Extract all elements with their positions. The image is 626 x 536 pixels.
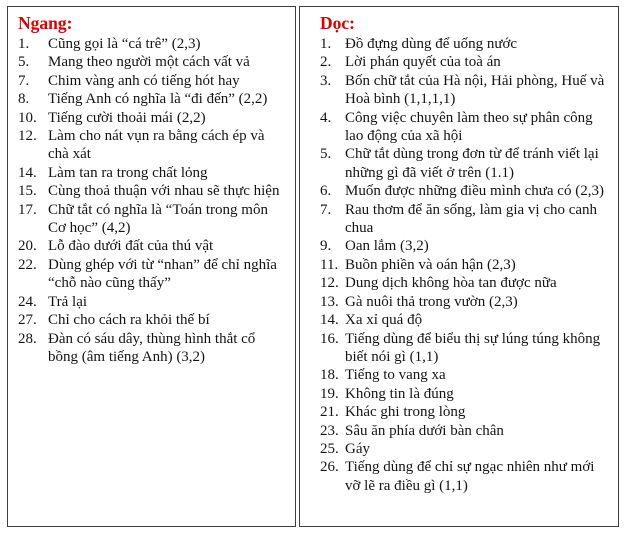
clue-number: 15. [18,183,37,200]
clue-item [18,237,290,255]
down-clue-list [320,35,613,495]
clue-number: 26. [320,459,339,476]
clue-number: 6. [320,183,332,200]
clue-number: 7. [320,201,332,218]
clue-number: 17. [18,201,37,218]
clue-text: Xa xỉ quá độ [345,312,423,329]
clue-number: 5. [320,146,332,163]
clue-text: Làm tan ra trong chất lỏng [48,164,208,181]
clue-number: 3. [320,72,332,89]
clue-item [18,293,290,311]
clue-item [18,256,290,293]
down-panel [299,6,619,527]
clue-text: Tiếng dùng để chỉ sự ngạc nhiên như mới vỡ lẽ ra điều gì (1,1) [345,459,595,494]
clue-text: Lỗ đào dưới đất của thú vật [48,238,214,255]
clue-item [320,274,613,292]
clue-item [320,440,613,458]
clue-item [320,182,613,200]
clue-number: 24. [18,293,37,310]
clue-item [320,403,613,421]
clue-text: Tiếng Anh có nghĩa là “đi đến” (2,2) [48,91,268,108]
clue-text: Chữ tắt dùng trong đơn từ để tránh viết lại những gì đã viết ở trên (1.1) [345,146,599,181]
clue-number: 19. [320,385,339,402]
clue-item [320,458,613,495]
clue-number: 23. [320,422,339,439]
clue-text: Bốn chữ tắt của Hà nội, Hải phòng, Huế và Hoà bình (1,1,1,1) [345,72,605,108]
clue-text: Rau thơm để ăn sống, làm gia vị cho canh chua [345,201,598,237]
clue-number: 5. [18,54,30,71]
clue-item [320,72,613,109]
clue-item [18,53,290,71]
clue-text: Buồn phiền và oán hận (2,3) [345,256,516,273]
clue-number: 1. [320,36,332,52]
clue-number: 18. [320,367,339,384]
clue-number: 11. [320,256,339,273]
clue-text: Gà nuôi thả trong vườn (2,3) [345,293,518,310]
clue-item [320,53,613,71]
clue-number: 7. [18,72,30,89]
clue-text: Gáy [345,440,370,457]
clue-text: Dung dịch không hòa tan được nữa [345,275,557,292]
clue-number: 27. [18,312,37,329]
clue-item [320,311,613,329]
clue-number: 1. [18,36,30,52]
clue-item [18,164,290,182]
clue-text: Tiếng cười thoải mái (2,2) [48,109,206,126]
clue-item [18,72,290,90]
clue-number: 4. [320,109,332,126]
down-panel-content [300,7,618,495]
clue-text: Chim vàng anh có tiếng hót hay [48,72,240,89]
clue-item [320,237,613,255]
down-title: Dọc: [320,13,355,33]
clue-text: Mang theo người một cách vất vả [48,54,250,71]
clue-item [320,385,613,403]
clue-number: 14. [18,164,37,181]
clue-text: Tiếng to vang xa [345,367,446,384]
clue-item [18,330,290,367]
clue-item [320,145,613,182]
clue-text: Chỉ cho cách ra khỏi thế bí [48,312,210,329]
clue-number: 14. [320,312,339,329]
clue-item [320,330,613,367]
clue-number: 12. [320,275,339,292]
clue-number: 12. [18,128,37,145]
clue-item [18,35,290,53]
clue-text: Chữ tắt có nghĩa là “Toán trong môn Cơ học” (4,2) [48,201,268,237]
clue-item [320,422,613,440]
clue-number: 25. [320,440,339,457]
clue-item [320,366,613,384]
clue-text: Tiếng dùng để biểu thị sự lúng túng không biết nói gì (1,1) [345,330,601,365]
clue-item [320,109,613,146]
clue-text: Muốn được những điều mình chưa có (2,3) [345,183,604,200]
clue-number: 9. [320,238,332,255]
clue-item [320,293,613,311]
clue-text: Làm cho nát vụn ra bằng cách ép và chà xát [48,128,265,163]
clue-item [320,35,613,53]
clue-text: Oan lắm (3,2) [345,238,429,255]
clue-item [18,182,290,200]
clue-number: 8. [18,91,30,108]
across-panel [7,6,296,527]
across-title: Ngang: [18,13,73,33]
clue-number: 21. [320,404,339,421]
across-panel-content [8,7,295,366]
clue-item [320,256,613,274]
clue-number: 16. [320,330,339,347]
clue-item [320,201,613,238]
clue-item [18,127,290,164]
clue-number: 20. [18,238,37,255]
clue-item [18,109,290,127]
clue-text: Dùng ghép với từ “nhan” để chỉ nghĩa “chỗ nào cũng thấy” [48,256,277,292]
clue-text: Công việc chuyên làm theo sự phân công lao động của xã hội [345,109,593,145]
clue-text: Trả lại [48,293,88,310]
clue-text: Cũng gọi là “cá trê” (2,3) [48,36,201,52]
clue-text: Khác ghi trong lòng [345,404,466,421]
clue-item [18,311,290,329]
clue-text: Sâu ăn phía dưới bàn chân [345,422,504,439]
clue-number: 13. [320,293,339,310]
clue-number: 10. [18,109,37,126]
clue-number: 28. [18,330,37,347]
clue-item [18,201,290,238]
clue-number: 2. [320,54,332,71]
clue-item [18,90,290,108]
clue-text: Cùng thoả thuận với nhau sẽ thực hiện [48,183,280,200]
clue-number: 22. [18,256,37,273]
clue-text: Lời phán quyết của toà án [345,54,501,71]
clue-text: Không tin là đúng [345,385,454,402]
clue-text: Đồ đựng dùng để uống nước [345,36,518,52]
across-clue-list [18,35,290,366]
clue-text: Đàn có sáu dây, thùng hình thắt cổ bồng (âm tiếng Anh) (3,2) [48,330,256,365]
